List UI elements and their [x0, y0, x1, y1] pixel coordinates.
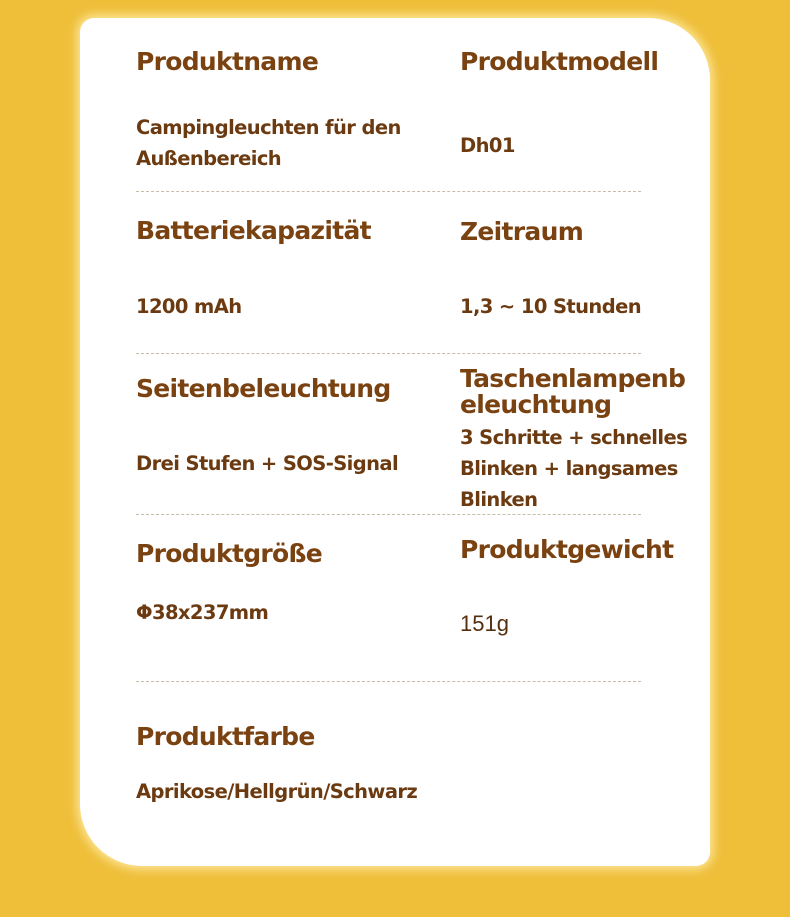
spec-value: Dh01 — [460, 134, 515, 157]
divider — [136, 191, 641, 192]
spec-value: 1,3 ~ 10 Stunden — [460, 295, 641, 318]
spec-label: Zeitraum — [460, 217, 584, 246]
spec-label: Produktfarbe — [136, 722, 315, 751]
spec-value: Campingleuchten für den Außenbereich — [136, 116, 401, 170]
divider — [136, 353, 641, 354]
divider — [136, 514, 641, 515]
spec-label: Produktgröße — [136, 539, 323, 568]
spec-label: Produktmodell — [460, 47, 659, 76]
spec-value: 151g — [460, 611, 509, 636]
spec-value: Drei Stufen + SOS-Signal — [136, 452, 399, 475]
divider — [136, 681, 641, 682]
spec-value: Φ38x237mm — [136, 601, 269, 624]
spec-label: Taschenlampenbeleuchtung — [460, 364, 686, 419]
spec-label: Seitenbeleuchtung — [136, 374, 391, 403]
spec-label: Produktname — [136, 47, 319, 76]
spec-value: Aprikose/Hellgrün/Schwarz — [136, 780, 418, 803]
spec-value: 3 Schritte + schnelles Blinken + langsames Blinken — [460, 426, 688, 511]
spec-card — [80, 18, 710, 866]
spec-value: 1200 mAh — [136, 295, 242, 318]
spec-label: Produktgewicht — [460, 535, 674, 564]
spec-label: Batteriekapazität — [136, 216, 371, 245]
